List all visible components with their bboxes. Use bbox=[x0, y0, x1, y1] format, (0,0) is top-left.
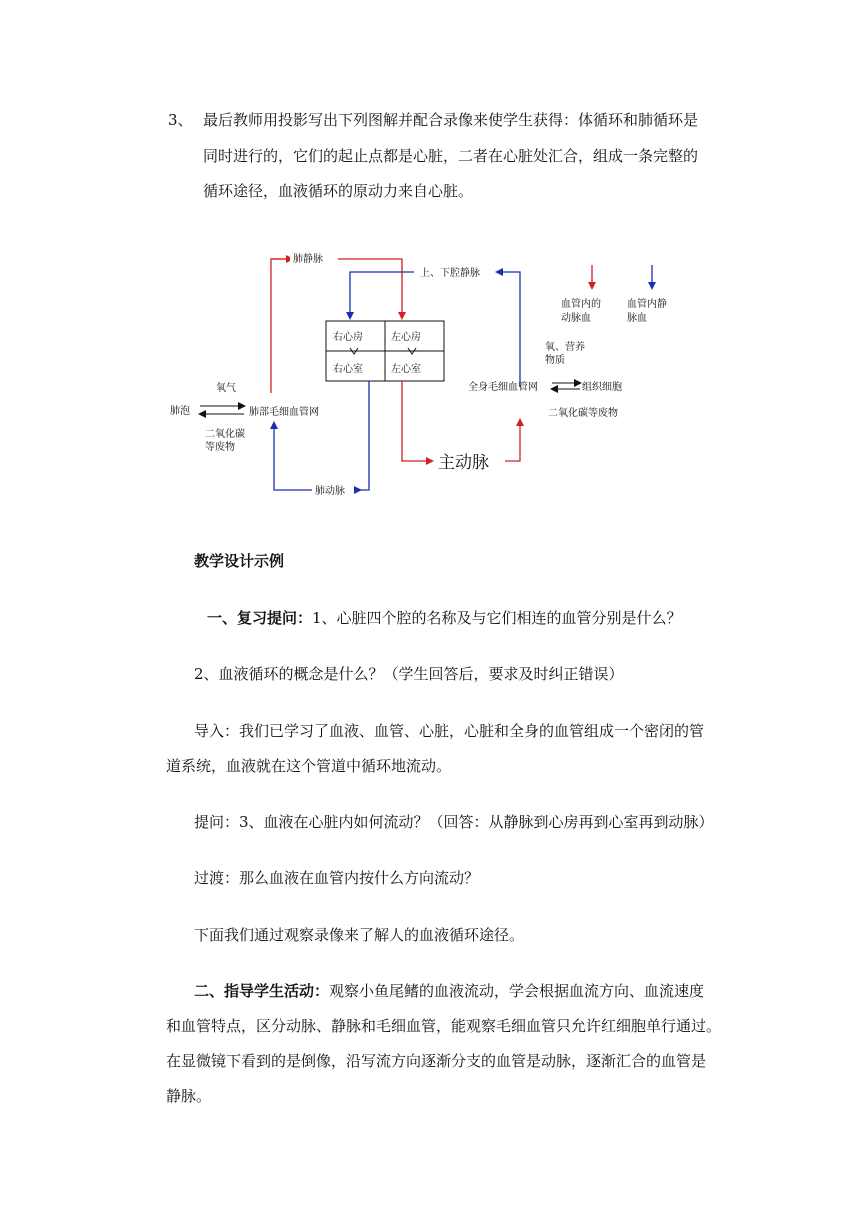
intro-line-2: 同时进行的，它们的起止点都是心脏，二者在心脏处汇合，组成一条完整的 bbox=[203, 147, 699, 165]
vena-cava-path bbox=[497, 272, 520, 387]
review-q1: 1、心脏四个腔的名称及与它们相连的血管分别是什么？ bbox=[312, 609, 682, 627]
review-heading: 一、复习提问： bbox=[207, 609, 313, 627]
intro-number: 3、 bbox=[168, 111, 193, 129]
right-ventricle-label: 右心室 bbox=[333, 364, 363, 375]
guide-text-1: 观察小鱼尾鳍的血液流动，学会根据血流方向、血流速度 bbox=[329, 982, 705, 1000]
right-atrium-label: 右心房 bbox=[333, 332, 363, 343]
vena-cava-label: 上、下腔静脉 bbox=[420, 268, 480, 279]
oxy-nutrient-1: 氧、营养 bbox=[545, 342, 585, 353]
question-3: 提问：3、血液在心脏内如何流动？（回答：从静脉到心房再到心室再到动脉） bbox=[194, 813, 714, 831]
legend-arterial-2: 动脉血 bbox=[561, 313, 591, 324]
lead-in-line-2: 道系统，血液就在这个管道中循环地流动。 bbox=[166, 757, 452, 775]
legend-venous-1: 血管内静 bbox=[627, 299, 667, 310]
review-q2: 2、血液循环的概念是什么？（学生回答后，要求及时纠正错误） bbox=[194, 665, 624, 683]
co2-label-2: 等废物 bbox=[205, 442, 235, 453]
tissue-cells-label: 组织细胞 bbox=[582, 382, 622, 393]
lead-in-line-1: 导入：我们已学习了血液、血管、心脏，心脏和全身的血管组成一个密闭的管 bbox=[194, 722, 705, 740]
co2-waste-label: 二氧化碳等废物 bbox=[548, 408, 618, 419]
guide-heading: 二、指导学生活动： bbox=[194, 982, 330, 1000]
guide-line-4: 静脉。 bbox=[166, 1087, 212, 1105]
oxygen-label: 氧气 bbox=[216, 383, 236, 394]
intro-line-1: 最后教师用投影写出下列图解并配合录像来使学生获得：体循环和肺循环是 bbox=[203, 111, 699, 129]
pulmonary-vein-label: 肺静脉 bbox=[293, 254, 323, 265]
next-sentence: 下面我们通过观察录像来了解人的血液循环途径。 bbox=[194, 926, 525, 944]
legend-venous-2: 脉血 bbox=[627, 313, 647, 324]
alveoli-label: 肺泡 bbox=[170, 406, 190, 417]
section-title: 教学设计示例 bbox=[194, 552, 285, 570]
left-atrium-label: 左心房 bbox=[391, 332, 421, 343]
lung-capillaries-label: 肺部毛细血管网 bbox=[249, 407, 319, 418]
legend-arterial-1: 血管内的 bbox=[561, 299, 601, 310]
transition: 过渡：那么血液在血管内按什么方向流动？ bbox=[194, 869, 480, 887]
pulmonary-vein-path bbox=[271, 259, 292, 393]
circulation-diagram bbox=[0, 230, 860, 520]
pulmonary-artery-label: 肺动脉 bbox=[315, 486, 345, 497]
pulmonary-artery-path bbox=[274, 381, 369, 490]
oxy-nutrient-2: 物质 bbox=[545, 355, 565, 366]
aorta-path bbox=[402, 381, 432, 461]
review-line-1 bbox=[207, 608, 682, 628]
guide-line-3: 在显微镜下看到的是倒像，沿写流方向逐渐分支的血管是动脉，逐渐汇合的血管是 bbox=[166, 1052, 707, 1070]
guide-line-1 bbox=[194, 981, 704, 1001]
body-capillaries-label: 全身毛细血管网 bbox=[468, 382, 538, 393]
left-ventricle-label: 左心室 bbox=[391, 364, 421, 375]
aorta-label: 主动脉 bbox=[438, 453, 489, 473]
co2-label-1: 二氧化碳 bbox=[205, 429, 245, 440]
intro-line-3: 循环途径，血液循环的原动力来自心脏。 bbox=[203, 182, 474, 200]
guide-line-2: 和血管特点，区分动脉、静脉和毛细血管，能观察毛细血管只允许红细胞单行通过。 bbox=[166, 1017, 722, 1035]
